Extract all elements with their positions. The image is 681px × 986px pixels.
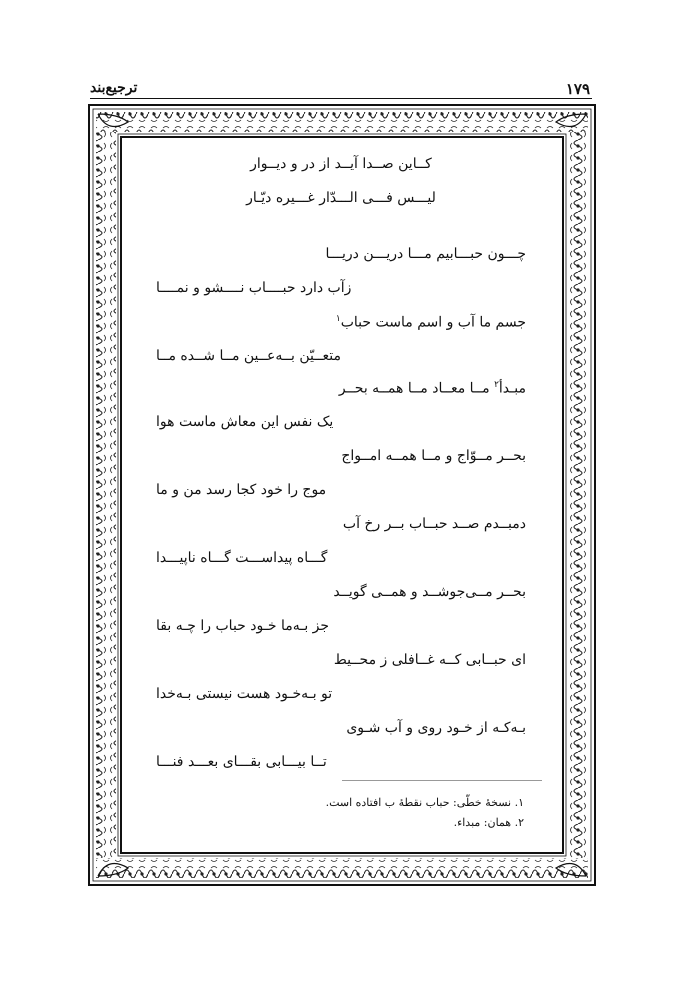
verse-line: [336, 314, 526, 331]
verse-line: جز بـه‌ما خـود حباب را چـه بقا: [156, 618, 330, 634]
verse-line: بـه‌کـه از خـود روی و آب شـوی: [346, 720, 526, 736]
opening-line: کــاین صــدا آیــد از در و دیــوار: [250, 156, 432, 172]
footnote-marker: ۱: [335, 314, 341, 324]
footnote-rule: [342, 780, 542, 781]
verse-line: یک نفس این معاش ماست هوا: [156, 414, 334, 430]
verse-line: گـــاه پیداســـت گـــاه ناپیـــدا: [156, 550, 328, 566]
footnote: ۱. نسخهٔ خطّی: حباب نقطهٔ ب افتاده است.: [325, 796, 524, 809]
verse-line: ای حبــابی کــه غــافلی ز محــیط: [333, 652, 526, 668]
verse-line: چـــون حبـــابیم مـــا دریـــن دریـــا: [325, 246, 526, 262]
running-title: ترجیع‌بند: [90, 80, 138, 96]
verse-text: مبـدأ: [498, 380, 526, 397]
poem-content: [140, 150, 542, 840]
verse-line: زآب دارد حبــــاب نــــشو و نمــــا: [156, 280, 352, 296]
verse-line: [339, 380, 526, 397]
verse-line: تــا بیـــابی بقـــای بعـــد فنـــا: [156, 754, 327, 770]
verse-line: متعــیّن بــه‌عــین مــا شــده مــا: [156, 348, 341, 364]
header-rule: [90, 98, 592, 99]
verse-line: دمبــدم صــد حبــاب بــر رخ آب: [342, 516, 526, 532]
verse-line: بحــر مــی‌جوشــد و همــی گویــد: [333, 584, 526, 600]
footnote: ۲. همان: مبداء.: [453, 816, 524, 829]
verse-line: موج را خود کجا رسد من و ما: [156, 482, 327, 498]
page-number: ۱۷۹: [565, 80, 590, 98]
footnote-marker: ۲: [494, 380, 499, 390]
verse-text: مــا معــاد مــا همــه بحــر: [338, 380, 490, 397]
opening-line: لیـــس فـــی الـــدّار غـــیره دیّـار: [246, 190, 436, 206]
verse-text: جسم ما آب و اسم ماست حباب: [340, 314, 526, 331]
verse-line: تو بـه‌خـود هست نیستی بـه‌خدا: [156, 686, 333, 702]
verse-line: بحــر مــوّاج و مــا همــه امــواج: [341, 448, 526, 464]
